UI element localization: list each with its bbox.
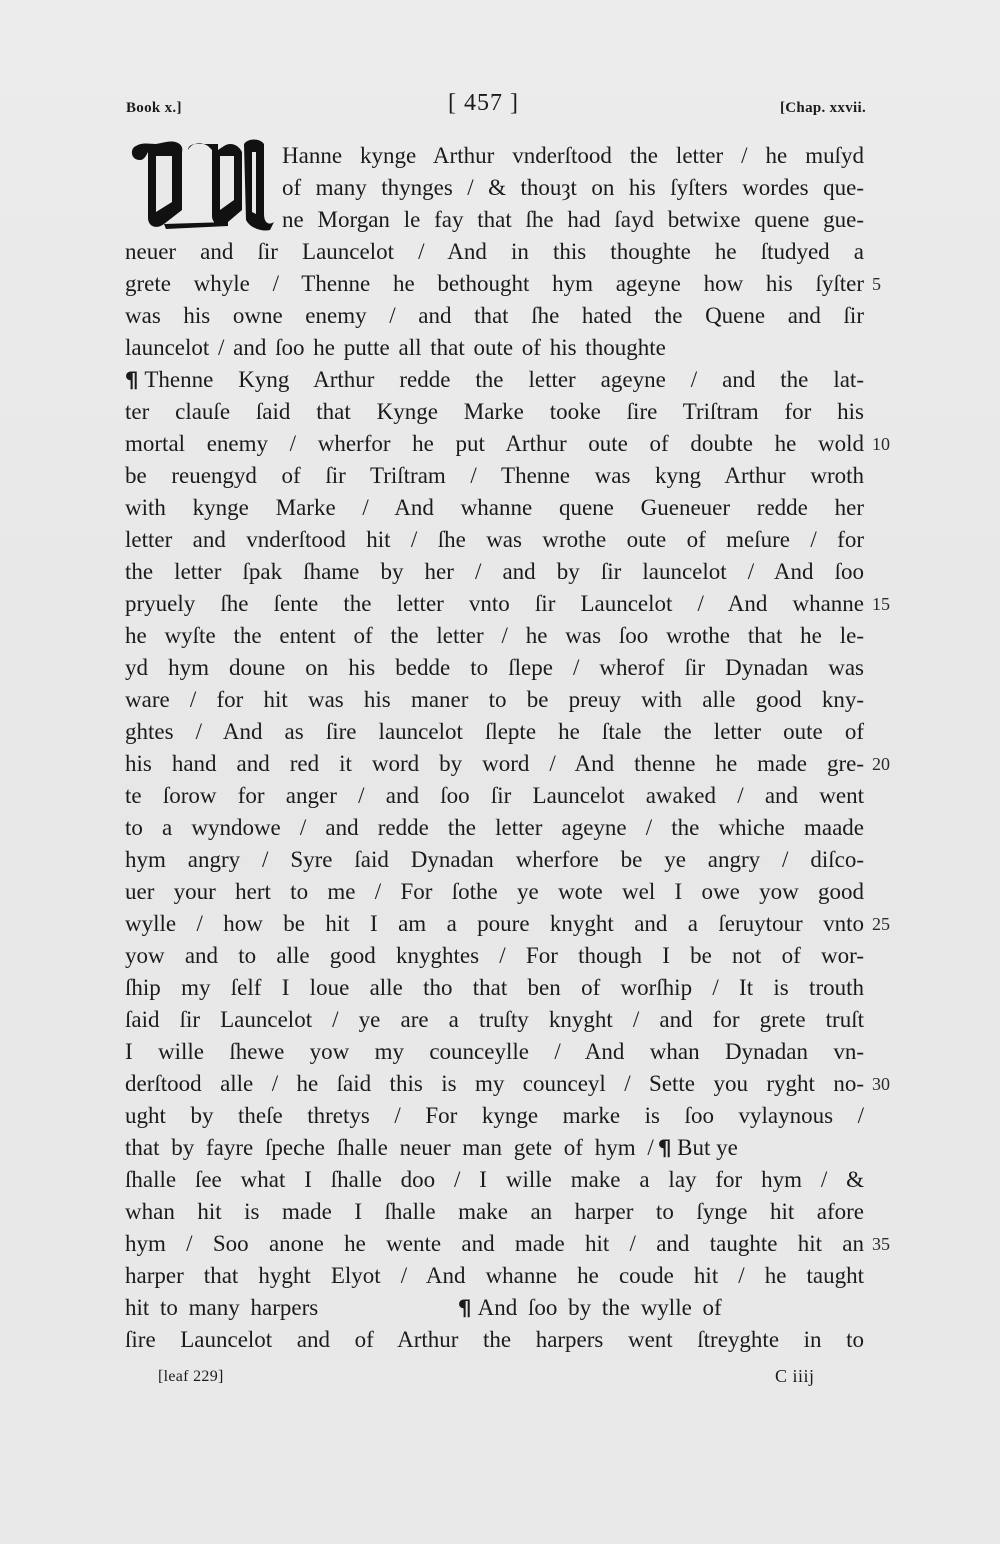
signature-mark: C iiij [775, 1366, 815, 1386]
text-line: mortal enemy / wherfor he put Arthur oute of doubte he wold [125, 431, 864, 456]
text-line: ſhalle ſee what I ſhalle doo / I wille make a lay for hym / & [125, 1167, 864, 1192]
text-line: ware / for hit was his maner to be preuy with alle good kny- [125, 687, 864, 712]
text-line [125, 1132, 864, 1164]
text-line: ſire Launcelot and of Arthur the harpers went ſtreyghte in to [125, 1327, 864, 1352]
text-line: wylle / how be hit I am a poure knyght and a ſeruytour vnto [125, 911, 864, 936]
text-line: derſtood alle / he ſaid this is my counceyl / Sette you ryght no- [125, 1071, 864, 1096]
text-line: was his owne enemy / and that ſhe hated the Quene and ſir [125, 303, 864, 328]
leaf-reference: [leaf 229] [158, 1368, 224, 1385]
text-line: ſaid ſir Launcelot / ye are a truſty knyght / and for grete truſt [125, 1007, 864, 1032]
text-line: grete whyle / Thenne he bethought hym ageyne how his ſyſter [125, 271, 864, 296]
text-line: ſhip my ſelf I loue alle tho that ben of worſhip / It is trouth [125, 975, 864, 1000]
text-line: launcelot / and ſoo he putte all that oute of his thoughte [125, 335, 666, 360]
text-line: his hand and red it word by word / And thenne he made gre- [125, 751, 864, 776]
text-line: harper that hyght Elyot / And whanne he coude hit / he taught [125, 1263, 864, 1288]
text-line: uer your hert to me / For ſothe ye wote wel I owe yow good [125, 879, 864, 904]
text-line-content: Thenne Kyng Arthur redde the letter ageyne / and the lat- [144, 367, 864, 392]
text-line: I wille ſhewe yow my counceylle / And whan Dynadan vn- [125, 1039, 864, 1064]
text-line: ghtes / And as ſire launcelot ſlepte he ſtale the letter oute of [125, 719, 864, 744]
text-line: with kynge Marke / And whanne quene Gueneuer redde her [125, 495, 864, 520]
text-line: ter clauſe ſaid that Kynge Marke tooke ſire Triſtram for his [125, 399, 864, 424]
text-line: te ſorow for anger / and ſoo ſir Launcelot awaked / and went [125, 783, 864, 808]
text-line: ught by theſe thretys / For kynge marke is ſoo vylaynous / [125, 1103, 864, 1128]
paragraph-mark-icon: ¶ [124, 368, 139, 392]
running-head-chapter: [Chap. xxvii. [780, 100, 866, 116]
text-line: ne Morgan le fay that ſhe had ſayd betwixe quene gue- [282, 207, 864, 232]
text-line: Hanne kynge Arthur vnderſtood the letter / he muſyd [282, 143, 864, 168]
line-number: 10 [872, 434, 890, 454]
text-line: be reuengyd of ſir Triſtram / Thenne was kyng Arthur wroth [125, 463, 864, 488]
text-line-content: And ſoo by the wylle of [477, 1295, 722, 1320]
text-line-content: But ye [677, 1135, 738, 1160]
text-line [125, 364, 864, 396]
page-number: [ 457 ] [448, 90, 519, 116]
text-line-content: that by fayre ſpeche ſhalle neuer man gete of hym / [125, 1135, 654, 1160]
text-line: of many thynges / & thouȝt on his ſyſters wordes que- [282, 175, 864, 200]
line-number: 30 [872, 1074, 890, 1094]
text-line-content: hit to many harpers [125, 1295, 319, 1320]
text-line: the letter ſpak ſhame by her / and by ſir launcelot / And ſoo [125, 559, 864, 584]
text-line: hym angry / Syre ſaid Dynadan wherfore be ye angry / diſco- [125, 847, 864, 872]
paragraph-mark-icon: ¶ [457, 1296, 472, 1320]
text-line: to a wyndowe / and redde the letter ageyne / the whiche maade [125, 815, 864, 840]
paragraph-mark-icon: ¶ [657, 1136, 672, 1160]
text-line: hym / Soo anone he wente and made hit / and taughte hit an [125, 1231, 864, 1256]
text-line: whan hit is made I ſhalle make an harper to ſynge hit afore [125, 1199, 864, 1224]
line-number: 20 [872, 754, 890, 774]
text-line: neuer and ſir Launcelot / And in this thoughte he ſtudyed a [125, 239, 864, 264]
text-line: yow and to alle good knyghtes / For though I be not of wor- [125, 943, 864, 968]
line-number: 25 [872, 914, 890, 934]
text-line: yd hym doune on his bedde to ſlepe / wherof ſir Dynadan was [125, 655, 864, 680]
line-number: 35 [872, 1234, 890, 1254]
text-line: letter and vnderſtood hit / ſhe was wrothe oute of meſure / for [125, 527, 864, 552]
text-line: he wyſte the entent of the letter / he was ſoo wrothe that he le- [125, 623, 864, 648]
running-head-book: Book x.] [126, 100, 182, 116]
text-line [125, 1292, 864, 1324]
text-line: pryuely ſhe ſente the letter vnto ſir Launcelot / And whanne [125, 591, 864, 616]
line-number: 5 [872, 274, 881, 294]
line-number: 15 [872, 594, 890, 614]
